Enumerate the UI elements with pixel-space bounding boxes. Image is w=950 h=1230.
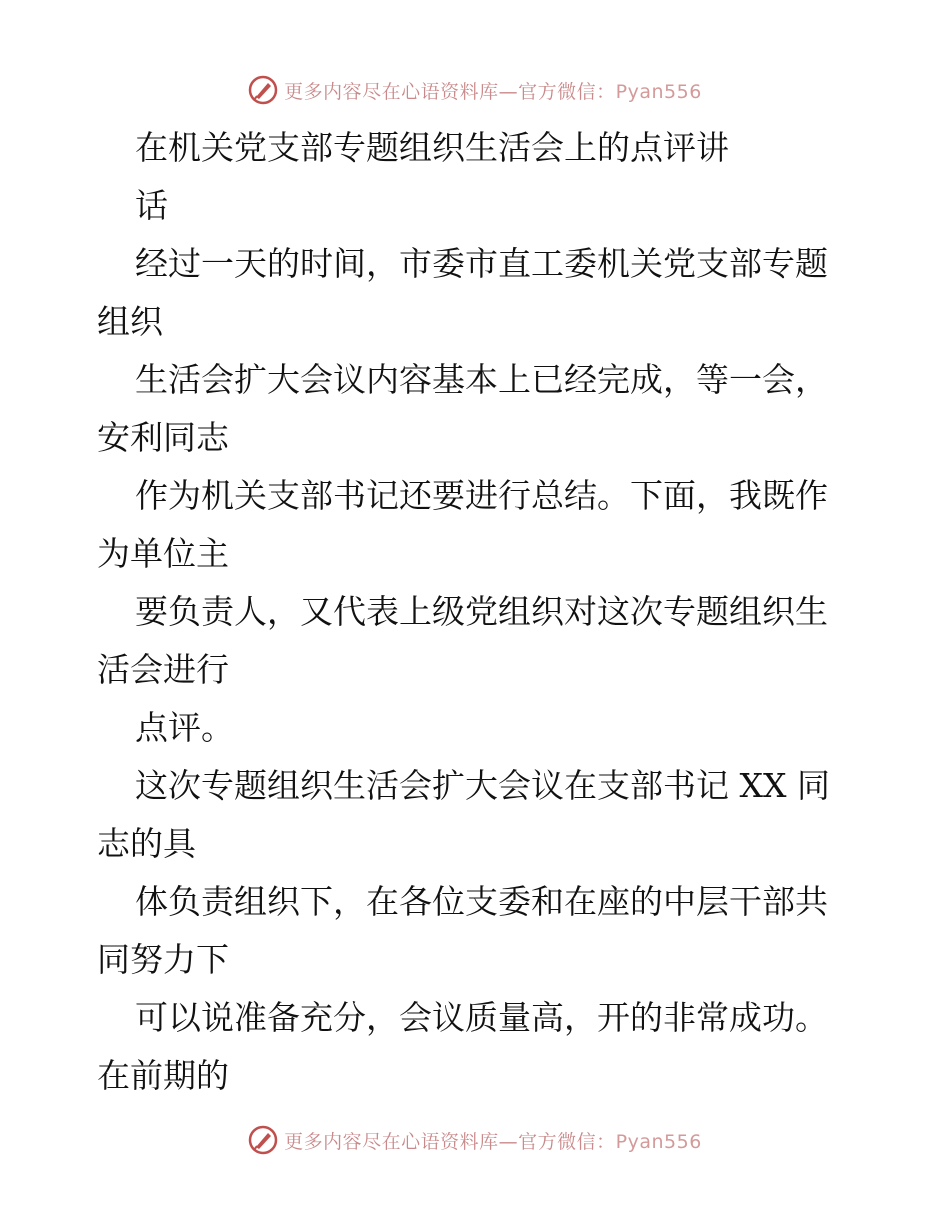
quill-pen-circle-icon [248, 1125, 278, 1155]
text-line: 为单位主 [97, 534, 229, 573]
watermark-text: 更多内容尽在心语资料库—官方微信：Pyan556 [284, 1130, 702, 1153]
text-line: 组织 [97, 302, 163, 341]
doc-title-line-2: 话 [135, 186, 168, 225]
text-line: 可以说准备充分，会议质量高，开的非常成功。 [135, 998, 828, 1037]
text-line: 安利同志 [97, 418, 229, 457]
text-line: 生活会扩大会议内容基本上已经完成，等一会， [135, 360, 828, 399]
text-line: 经过一天的时间，市委市直工委机关党支部专题 [135, 244, 828, 283]
watermark-text: 更多内容尽在心语资料库—官方微信：Pyan556 [284, 80, 702, 103]
footer-watermark [0, 1120, 950, 1160]
text-line: 活会进行 [97, 650, 229, 689]
text-line: 这次专题组织生活会扩大会议在支部书记 XX 同 [135, 766, 830, 805]
text-line: 点评。 [135, 708, 234, 747]
text-line: 在前期的 [97, 1056, 229, 1095]
text-line: 体负责组织下，在各位支委和在座的中层干部共 [135, 882, 828, 921]
doc-title-line-1: 在机关党支部专题组织生活会上的点评讲 [135, 128, 729, 167]
text-line: 同努力下 [97, 940, 229, 979]
text-line: 作为机关支部书记还要进行总结。下面，我既作 [135, 476, 828, 515]
text-line: 志的具 [97, 824, 196, 863]
text-line: 要负责人，又代表上级党组织对这次专题组织生 [135, 592, 828, 631]
